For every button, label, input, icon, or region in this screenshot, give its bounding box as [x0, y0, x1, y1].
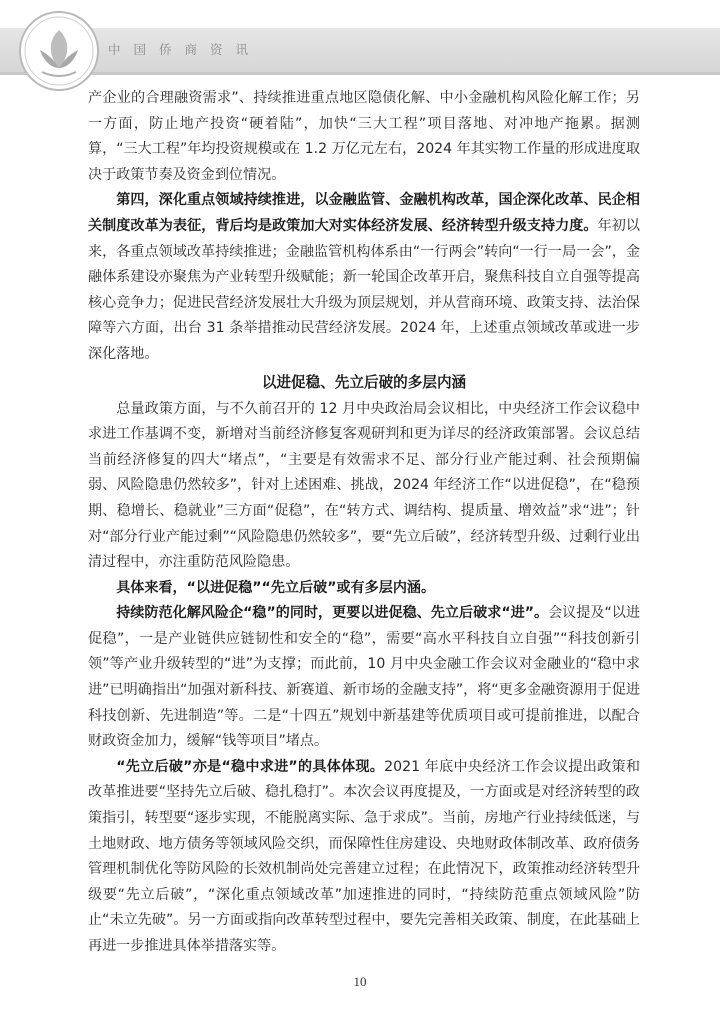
page-number: 10 [353, 974, 367, 989]
paragraph-6 [88, 755, 640, 960]
paragraph-4 [88, 576, 640, 602]
paragraph-2-lead: 第四，深化重点领域持续推进，以金融监管、金融机构改革，国企深化改革、民企相关制度改革为表征，背后均是政策加大对实体经济发展、经济转型升级支持力度。 [88, 192, 640, 234]
paragraph-5-lead: 持续防范化解风险企“稳”的同时，更要以进促稳、先立后破求“进”。 [116, 605, 549, 622]
paragraph-2 [88, 188, 640, 367]
paragraph-6-text: 2021 年底中央经济工作会议提出政策和改革推进要“坚持先立后破、稳扎稳打”。本次会议再度提及，一方面或是对经济转型的政策指引，转型要“逐步实现，不能脱离实际、急于求成”。当前，房地产行业持续低迷，与土地财政、地方债务等领域风险交织，而保障性住房建设、央地财政体制改革、政府债务管理机制优化等防风险的长效机制尚处完善建立过程；在此情况下，政策推动经济转型升级要“先立后破”，“深化重点领域改革”加速推进的同时，“持续防范重点领域风险”防止“未立先破”。另一方面或指向改革转型过程中，要先完善相关政策、制度，在此基础上再进一步推进具体举措落实等。 [88, 758, 640, 954]
paragraph-3: 总量政策方面，与不久前召开的 12 月中央政治局会议相比，中央经济工作会议稳中求进工作基调不变，新增对当前经济修复客观研判和更为详尽的经济政策部署。会议总结当前经济修复的四大“堵点”，“主要是有效需求不足、部分行业产能过剩、社会预期偏弱、风险隐患仍然较多”，针对上述困难、挑战，2024 年经济工作“以进促稳”，在“稳预期、稳增长、稳就业”三方面“促稳”，在“转方式、调结构、提质量、增效益”求“进”；针对“部分行业产能过剩”“风险隐患仍然较多”，要“先立后破”，经济转型升级、过剩行业出清过程中，亦注重防范风险隐患。 [88, 400, 640, 571]
section-heading: 以进促稳、先立后破的多层内涵 [261, 373, 467, 391]
logo-icon [18, 10, 100, 92]
header-title: 中国侨商资讯 [108, 42, 262, 57]
paragraph-1: 产企业的合理融资需求”、持续推进重点地区隐债化解、中小金融机构风险化解工作；另一方面，防止地产投资“硬着陆”，加快“三大工程”项目落地、对冲地产拖累。据测算，“三大工程”年均投资规模或在 1.2 万亿元左右，2024 年其实物工作量的形成进度取决于政策节奏及资金到位情况。 [88, 90, 640, 183]
paragraph-4-lead: 具体来看，“以进促稳”“先立后破”或有多层内涵。 [116, 579, 436, 596]
paragraph-6-lead: “先立后破”亦是“稳中求进”的具体体现。 [116, 758, 385, 775]
paragraph-5-text: 会议提及“以进促稳”，一是产业链供应链韧性和安全的“稳”，需要“高水平科技自立自强”“科技创新引领”等产业升级转型的“进”为支撑；而此前，10 月中央金融工作会议对金融业的“稳中求进”已明确指出“加强对新科技、新赛道、新市场的金融支持”，将“更多金融资源用于促进科技创新、先进制造”等。二是“十四五”规划中新基建等优质项目或可提前推进，以配合财政资金加力，缓解“钱等项目”堵点。 [88, 605, 640, 750]
article-body [88, 86, 640, 960]
paragraph-5 [88, 601, 640, 755]
paragraph-2-text: 年初以来，各重点领域改革持续推进；金融监管机构体系由“一行两会”转向“一行一局一会”，金融体系建设亦聚焦为产业转型升级赋能；新一轮国企改革开启，聚焦科技自立自强等提高核心竞争力；促进民营经济发展壮大升级为顶层规划，并从营商环境、政策支持、法治保障等六方面，出台 31 条举措推动民营经济发展。2024 年，上述重点领域改革或进一步深化落地。 [88, 217, 640, 362]
